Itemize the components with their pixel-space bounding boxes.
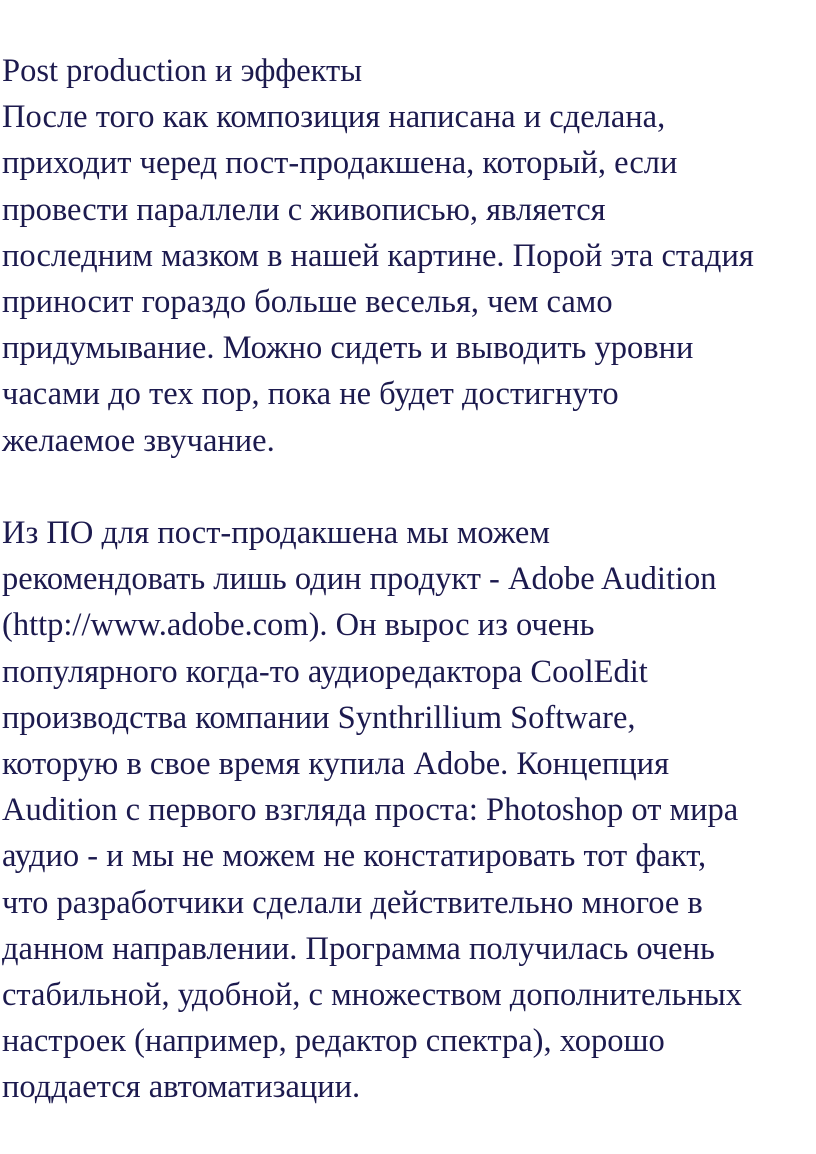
paragraph-spacer [0, 464, 816, 510]
paragraph-line: приходит черед пост-продакшена, который, если [2, 145, 678, 182]
paragraph-line: что разработчики сделали действительно многое в [2, 884, 703, 921]
paragraph-line: которую в свое время купила Adobe. Концепция [2, 746, 670, 783]
paragraph-line: данном направлении. Программа получилась очень [2, 930, 715, 967]
paragraph-line: аудио - и мы не можем не констатировать тот факт, [2, 838, 707, 875]
paragraph-1 [0, 94, 816, 464]
document-page [0, 48, 816, 1111]
paragraph-line: После того как композиция написана и сделана, [2, 99, 666, 136]
paragraph-line: (http://www.adobe.com). Он вырос из очень [2, 607, 595, 644]
paragraph-line: Из ПО для пост-продакшена мы можем [2, 515, 550, 552]
paragraph-line: часами до тех пор, пока не будет достигнуто [2, 376, 619, 413]
paragraph-line: рекомендовать лишь один продукт - Adobe Audition [2, 561, 717, 598]
paragraph-line: последним мазком в нашей картине. Порой эта стадия [2, 237, 754, 274]
paragraph-2 [0, 510, 816, 1111]
paragraph-line: популярного когда-то аудиоредактора CoolEdit [2, 653, 648, 690]
paragraph-line: поддается автоматизации. [2, 1069, 361, 1106]
paragraph-line: настроек (например, редактор спектра), хорошо [2, 1023, 665, 1060]
paragraph-line: производства компании Synthrillium Software, [2, 699, 636, 736]
paragraph-line: приносит гораздо больше веселья, чем само [2, 284, 613, 321]
paragraph-line: Audition с первого взгляда проста: Photoshop от мира [2, 792, 739, 829]
paragraph-line: провести параллели с живописью, является [2, 191, 606, 228]
document-heading: Post production и эффекты [2, 53, 363, 89]
paragraph-line: стабильной, удобной, с множеством дополнительных [2, 977, 742, 1014]
paragraph-line: желаемое звучание. [2, 422, 275, 459]
paragraph-line: придумывание. Можно сидеть и выводить уровни [2, 330, 694, 367]
